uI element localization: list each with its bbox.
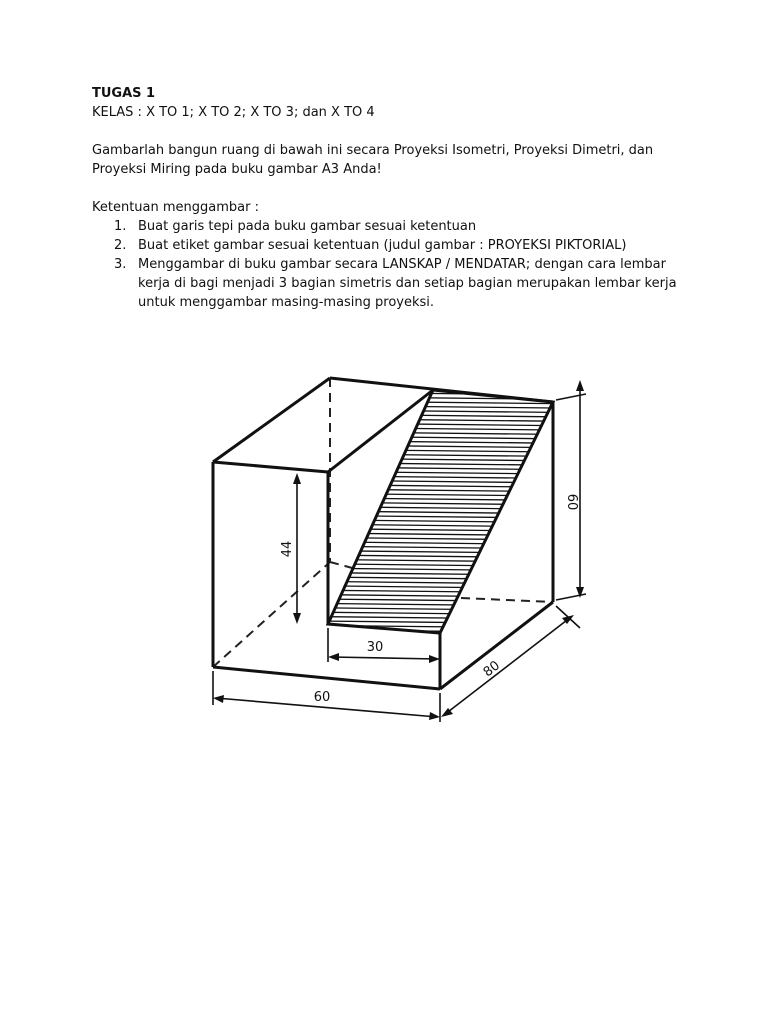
dimension-label-80: 80 [480, 658, 503, 681]
rule-number: 2. [114, 238, 127, 253]
slanted-face [300, 390, 570, 637]
rules-heading: Ketentuan menggambar : [92, 200, 259, 215]
dimension-label-30: 30 [366, 640, 384, 655]
rule-text: kerja di bagi menjadi 3 bagian simetris dan setiap bagian merupakan lembar kerja [138, 276, 677, 291]
class-list: KELAS : X TO 1; X TO 2; X TO 3; dan X TO 4 [92, 105, 375, 120]
rule-text: Menggambar di buku gambar secara LANSKAP / MENDATAR; dengan cara lembar [138, 257, 666, 272]
instruction-line: Gambarlah bangun ruang di bawah ini secara Proyeksi Isometri, Proyeksi Dimetri, dan [92, 143, 654, 158]
dimension-label-44: 44 [280, 540, 295, 558]
rule-number: 1. [114, 219, 127, 234]
rule-text: untuk menggambar masing-masing proyeksi. [138, 295, 435, 310]
assignment-title: TUGAS 1 [92, 86, 156, 101]
rule-text: Buat garis tepi pada buku gambar sesuai ketentuan [138, 219, 477, 234]
instruction-line: Proyeksi Miring pada buku gambar A3 Anda! [92, 162, 382, 177]
dimension-label-60-width: 60 [313, 690, 331, 705]
rule-number: 3. [114, 257, 127, 272]
dimension-label-60-height: 60 [564, 493, 579, 511]
rule-text: Buat etiket gambar sesuai ketentuan (judul gambar : PROYEKSI PIKTORIAL) [138, 238, 627, 253]
hatch-line [300, 634, 570, 637]
